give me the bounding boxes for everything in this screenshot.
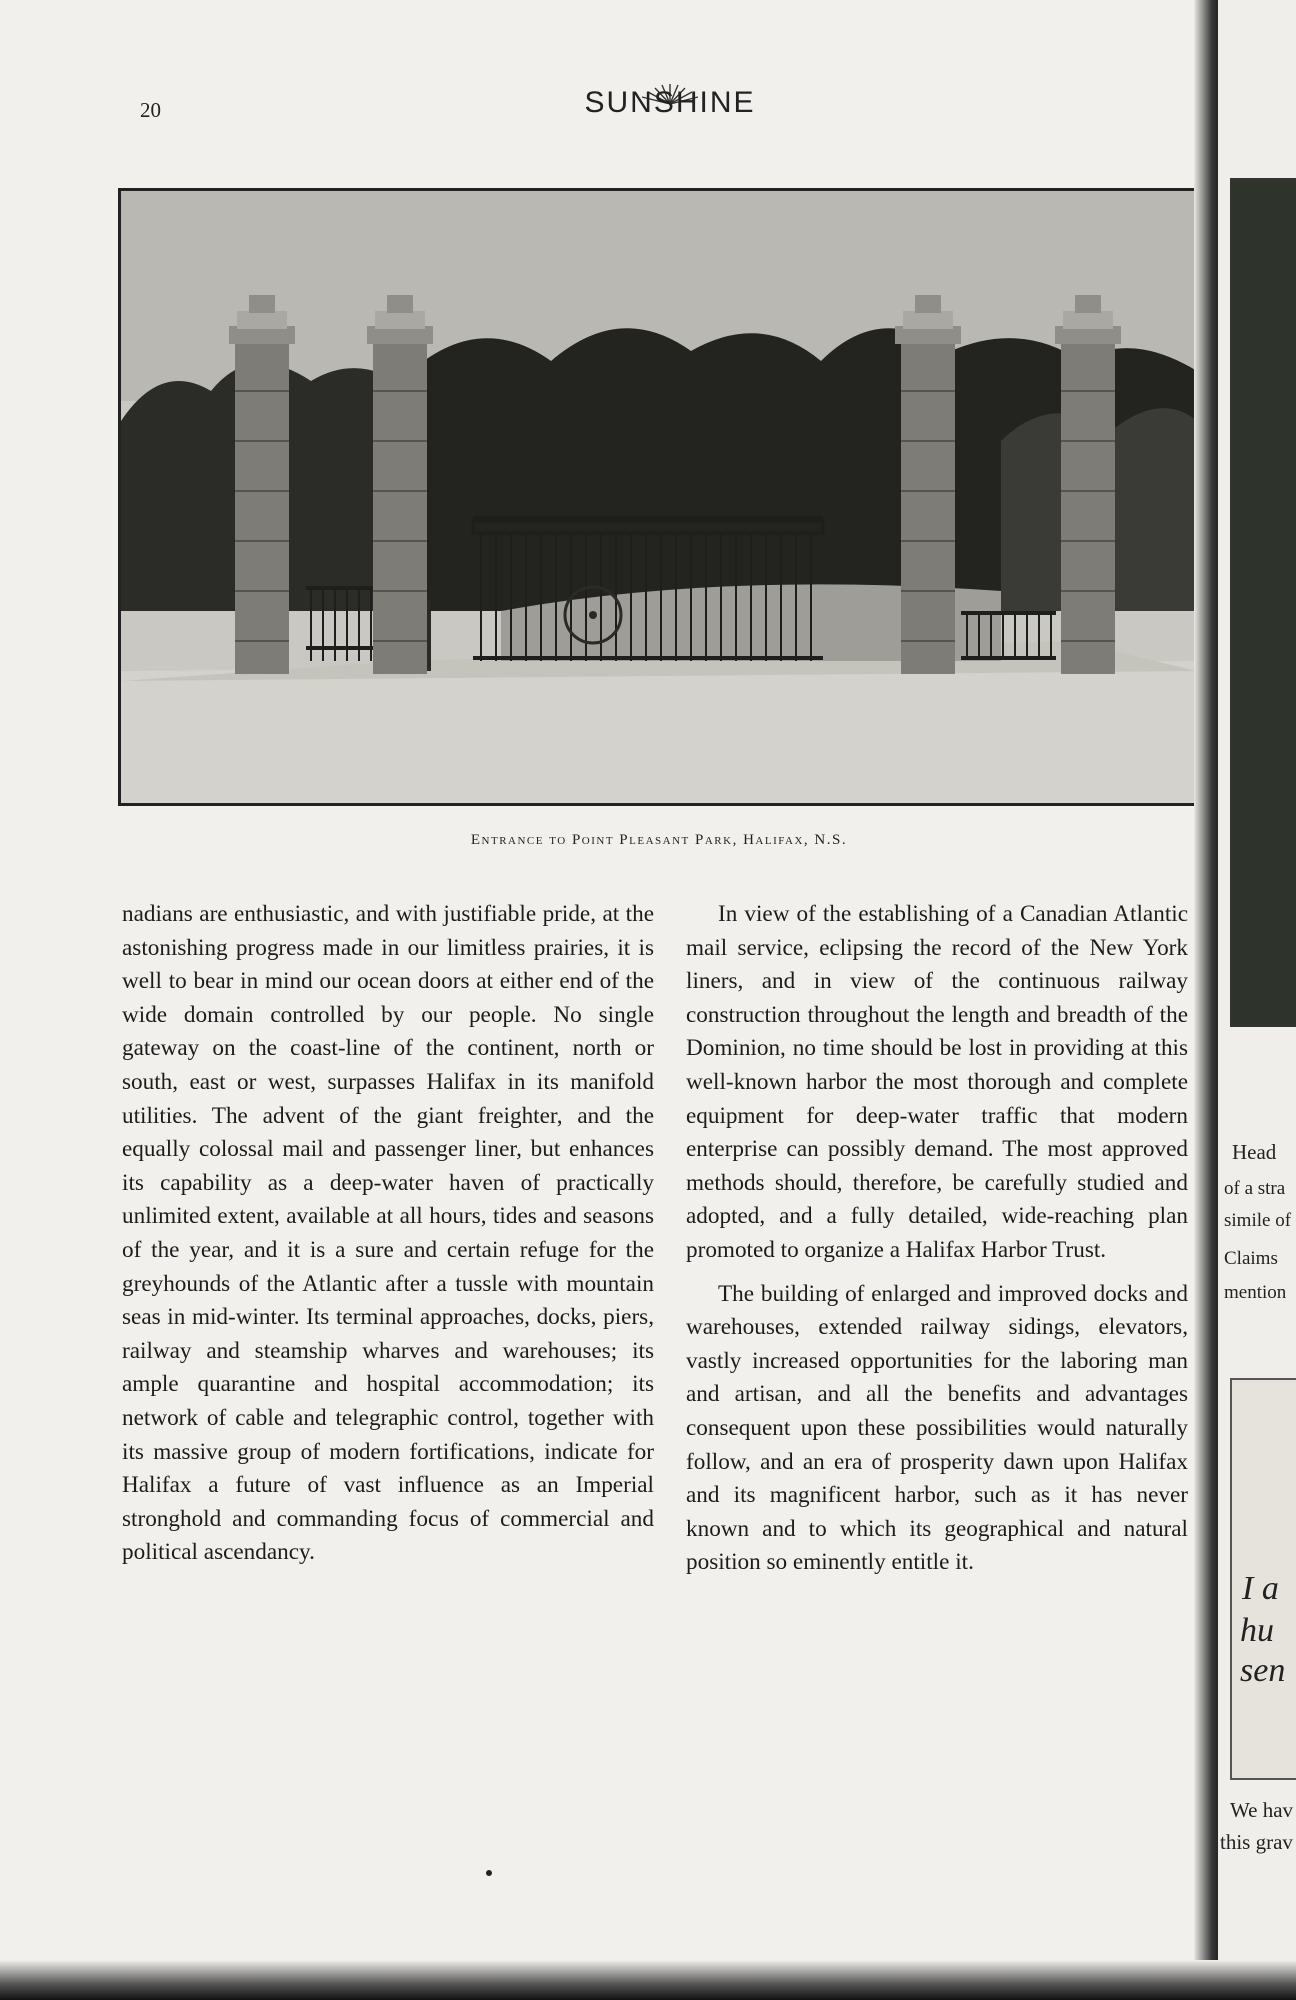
handwriting-fragment: I a [1242, 1570, 1279, 1607]
handwriting-fragment: hu [1240, 1612, 1274, 1649]
adjacent-page-photo [1230, 178, 1296, 1027]
stone-pillar [895, 295, 961, 674]
adjacent-text-line: simile of [1224, 1210, 1292, 1231]
adjacent-text-line: this grav [1220, 1830, 1293, 1854]
right-column-paragraph-2: The building of enlarged and improved docks and warehouses, extended railway sidings, elevators, vastly increased opportunities for the laboring man and artisan, and all the benefits and advantages consequent upon these possibilities would naturally follow, and an era of prosperity dawn upon Halifax and its magnificent harbor, such as it has never known and to which its geographical and natural position so eminently entitle it. [686, 1280, 1188, 1576]
adjacent-page-facsimile [1230, 1378, 1296, 1780]
stone-pillar [1055, 295, 1121, 674]
stone-pillar [367, 295, 433, 674]
masthead-title: SUNSHINE [584, 86, 756, 119]
adjacent-text-line: Claims [1224, 1248, 1278, 1269]
left-column-text: nadians are enthusiastic, and with justifiable pride, at the astonishing progress made in our limitless prairies, it is well to bear in mind our ocean doors at either end of the wide domain controlled by our people. No single gateway on the coast-line of the continent, north or south, east or west, surpasses Halifax in its manifold utilities. The advent of the giant freighter, and the equally colossal mail and passenger liner, but enhances its capability as a deep-water haven of practically unlimited extent, available at all hours, tides and seasons of the year, and it is a sure and certain refuge for the greyhounds of the Atlantic after a tussle with mountain seas in mid-winter. Its terminal approaches, docks, piers, railway and steamship wharves and warehouses; its ample quarantine and hospital accommodation; its network of cable and telegraphic control, together with its massive group of modern fortifications, indicate for Halifax a future of vast influence as an Imperial stronghold and commanding focus of commercial and political ascendancy. [122, 901, 654, 1566]
page-number: 20 [140, 98, 161, 122]
adjacent-text-line: We hav [1230, 1798, 1294, 1822]
printer-mark [486, 1870, 492, 1876]
right-column [686, 898, 1188, 1580]
left-column [122, 898, 654, 1570]
adjacent-text-line: mention [1224, 1282, 1287, 1303]
page-bottom-edge [0, 1960, 1296, 2000]
park-entrance-photo [118, 188, 1200, 806]
adjacent-text-line: Head [1232, 1140, 1277, 1164]
stone-pillar [229, 295, 295, 674]
adjacent-page-fragment [1218, 0, 1296, 2000]
right-column-paragraph-1: In view of the establishing of a Canadian Atlantic mail service, eclipsing the record of the New York liners, and in view of the continuous railway construction throughout the length and breadth of the Dominion, no time should be lost in providing at this well-known harbor the most thorough and complete equipment for deep-water traffic that modern enterprise can possibly demand. The most approved methods should, therefore, be carefully studied and adopted, and a fully detailed, wide-reaching plan promoted to organize a Halifax Harbor Trust. [686, 901, 1188, 1263]
photo-caption: Entrance to Point Pleasant Park, Halifax, N.S. [470, 832, 848, 848]
handwriting-fragment: sen [1240, 1652, 1286, 1689]
adjacent-text-line: of a stra [1224, 1178, 1286, 1199]
masthead [560, 86, 780, 120]
